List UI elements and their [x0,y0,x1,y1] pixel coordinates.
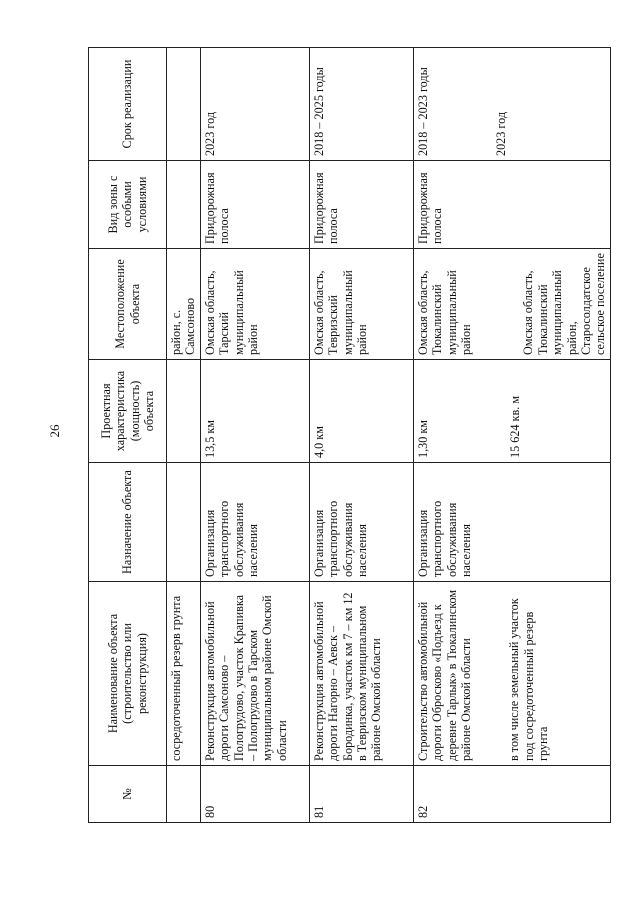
cell-location: Омская область, Тевризский муниципальный район [309,249,413,360]
cell-location-sub: Омская область, Тюкалинский муниципальный район, Старосолдатское сельское поселение [521,253,608,355]
cell-name: Реконструкция автомобильной дороги Нагорно – Аевск – Бородинка, участок км 7 – км 12 в Тевризском муниципальном районе Омской области [309,582,413,766]
cell-zone: Придорожная полоса [200,161,309,249]
table-row [413,48,610,823]
cell-num: 80 [200,766,309,823]
header-num: № [89,766,167,823]
table-row [309,48,413,823]
cell-location: Омская область, Тарский муниципальный район [200,249,309,360]
header-term: Срок реализации [89,48,167,161]
table-row-continuation [167,48,201,823]
header-zone: Вид зоны с особыми условиями [89,161,167,249]
cell-capacity [413,360,610,463]
cell-term: 2018 – 2025 годы [309,48,413,161]
cell-purpose: Организация транспортного обслуживания населения [413,463,610,582]
cell-term: 2023 год [200,48,309,161]
cell-location-main: Омская область, Тюкалинский муниципальный район [415,270,473,355]
cell-capacity: 4,0 км [309,360,413,463]
cell-num: 81 [309,766,413,823]
cell-name: Реконструкция автомобильной дороги Самсоново – Пологрудово, участок Крапивка – Пологрудово в Тарском муниципальном районе Омской области [200,582,309,766]
cell-num: 82 [413,766,610,823]
header-purpose: Назначение объекта [89,463,167,582]
cell-purpose: Организация транспортного обслуживания населения [309,463,413,582]
cell-term [167,48,201,161]
cell-purpose [167,463,201,582]
cell-location: район, с. Самсоново [167,249,201,360]
cell-capacity [167,360,201,463]
table-row [200,48,309,823]
cell-zone [167,161,201,249]
cell-name-sub: в том числе земельный участок под сосредоточенный резерв грунта [507,598,551,761]
rotated-table-frame [88,48,608,823]
cell-num [167,766,201,823]
table-header-row [89,48,167,823]
cell-name [413,582,610,766]
table-content [88,48,608,823]
cell-name: сосредоточенный резерв грунта [167,582,201,766]
header-location: Местоположение объекта [89,249,167,360]
cell-capacity-sub: 15 624 кв. м [508,395,523,458]
cell-purpose: Организация транспортного обслуживания населения [200,463,309,582]
cell-term [413,48,610,161]
objects-table [88,47,611,823]
page-number: 26 [47,424,62,438]
cell-location [413,249,610,360]
cell-capacity: 13,5 км [200,360,309,463]
cell-zone: Придорожная полоса [309,161,413,249]
cell-name-main: Строительство автомобильной дороги Обросково «Подъезд к деревне Тарлык» в Тюкалинском районе Омской области [415,589,473,761]
cell-term-sub: 2023 год [494,111,509,156]
header-name: Наименование объекта (строительство или реконструкция) [89,582,167,766]
cell-term-main: 2018 – 2023 годы [415,67,430,156]
cell-capacity-main: 1,30 км [415,419,430,458]
header-capacity: Проектная характеристика (мощность) объекта [89,360,167,463]
cell-zone: Придорожная полоса [413,161,610,249]
